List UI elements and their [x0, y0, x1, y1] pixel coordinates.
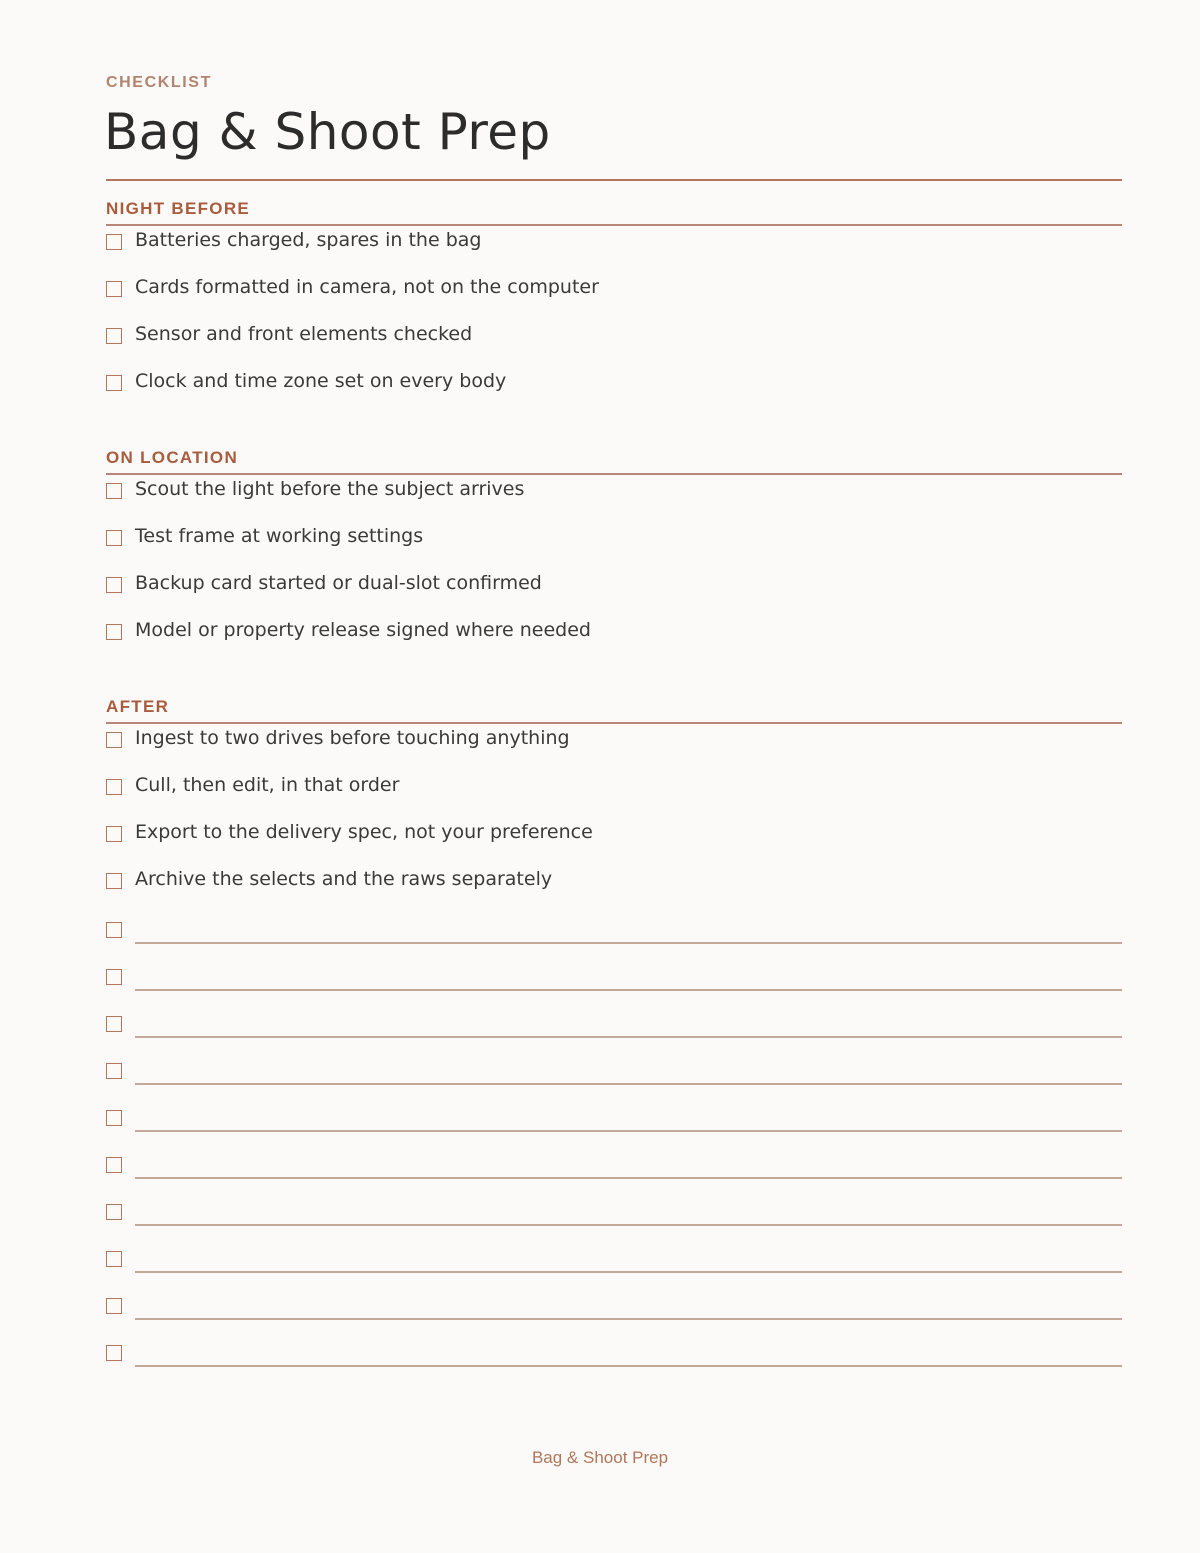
checklist-item[interactable]: [106, 474, 1122, 521]
checkbox[interactable]: [106, 1345, 122, 1361]
blank-checklist-item[interactable]: [106, 1283, 1122, 1330]
section-heading: ON LOCATION: [106, 448, 239, 467]
checklist-item[interactable]: [106, 817, 1122, 864]
item-label: Cards formatted in camera, not on the computer: [135, 276, 599, 298]
checkbox[interactable]: [106, 483, 122, 499]
checklist-page: [106, 0, 1122, 1553]
item-label: Cull, then edit, in that order: [135, 774, 400, 796]
item-label: Scout the light before the subject arrives: [135, 478, 525, 500]
item-label: Test frame at working settings: [135, 525, 424, 547]
item-label: Clock and time zone set on every body: [135, 370, 507, 392]
checkbox[interactable]: [106, 1016, 122, 1032]
checklist-item[interactable]: [106, 521, 1122, 568]
blank-checklist-item[interactable]: [106, 1095, 1122, 1142]
checklist-item[interactable]: [106, 366, 1122, 413]
checkbox[interactable]: [106, 779, 122, 795]
checkbox[interactable]: [106, 624, 122, 640]
write-in-line[interactable]: [135, 942, 1122, 944]
write-in-line[interactable]: [135, 1130, 1122, 1132]
blank-checklist-item[interactable]: [106, 1142, 1122, 1189]
blank-checklist-item[interactable]: [106, 1330, 1122, 1377]
item-label: Batteries charged, spares in the bag: [135, 229, 482, 251]
page-title: Bag & Shoot Prep: [104, 103, 551, 161]
checkbox[interactable]: [106, 826, 122, 842]
checklist-item[interactable]: [106, 568, 1122, 615]
checklist-item[interactable]: [106, 319, 1122, 366]
write-in-line[interactable]: [135, 1271, 1122, 1273]
blank-items-list: [106, 907, 1122, 1377]
item-label: Export to the delivery spec, not your preference: [135, 821, 593, 843]
blank-checklist-item[interactable]: [106, 954, 1122, 1001]
checkbox[interactable]: [106, 234, 122, 250]
write-in-line[interactable]: [135, 1036, 1122, 1038]
checkbox[interactable]: [106, 873, 122, 889]
page-footer: Bag & Shoot Prep: [531, 1448, 669, 1467]
checklist-item[interactable]: [106, 770, 1122, 817]
blank-checklist-item[interactable]: [106, 1236, 1122, 1283]
checkbox[interactable]: [106, 1251, 122, 1267]
checkbox[interactable]: [106, 328, 122, 344]
item-label: Archive the selects and the raws separately: [135, 868, 553, 890]
checkbox[interactable]: [106, 1110, 122, 1126]
checkbox[interactable]: [106, 969, 122, 985]
blank-checklist-item[interactable]: [106, 1001, 1122, 1048]
checklist-item[interactable]: [106, 723, 1122, 770]
item-label: Backup card started or dual-slot confirmed: [135, 572, 542, 594]
checkbox[interactable]: [106, 1063, 122, 1079]
checkbox[interactable]: [106, 922, 122, 938]
blank-checklist-item[interactable]: [106, 907, 1122, 954]
checklist-item[interactable]: [106, 272, 1122, 319]
item-label: Sensor and front elements checked: [135, 323, 473, 345]
write-in-line[interactable]: [135, 989, 1122, 991]
checkbox[interactable]: [106, 281, 122, 297]
write-in-line[interactable]: [135, 1177, 1122, 1179]
title-divider: [106, 179, 1122, 181]
write-in-line[interactable]: [135, 1224, 1122, 1226]
write-in-line[interactable]: [135, 1083, 1122, 1085]
checkbox[interactable]: [106, 1157, 122, 1173]
section-heading: NIGHT BEFORE: [106, 199, 251, 218]
checkbox[interactable]: [106, 577, 122, 593]
checkbox[interactable]: [106, 375, 122, 391]
checkbox[interactable]: [106, 1298, 122, 1314]
eyebrow-label: CHECKLIST: [106, 74, 212, 91]
checkbox[interactable]: [106, 732, 122, 748]
checkbox[interactable]: [106, 1204, 122, 1220]
blank-checklist-item[interactable]: [106, 1048, 1122, 1095]
write-in-line[interactable]: [135, 1365, 1122, 1367]
checklist-item[interactable]: [106, 615, 1122, 662]
section-heading: AFTER: [106, 697, 170, 716]
item-label: Ingest to two drives before touching anything: [135, 727, 570, 749]
item-label: Model or property release signed where needed: [135, 619, 591, 641]
checkbox[interactable]: [106, 530, 122, 546]
checklist-item[interactable]: [106, 864, 1122, 911]
blank-checklist-item[interactable]: [106, 1189, 1122, 1236]
write-in-line[interactable]: [135, 1318, 1122, 1320]
checklist-item[interactable]: [106, 225, 1122, 272]
